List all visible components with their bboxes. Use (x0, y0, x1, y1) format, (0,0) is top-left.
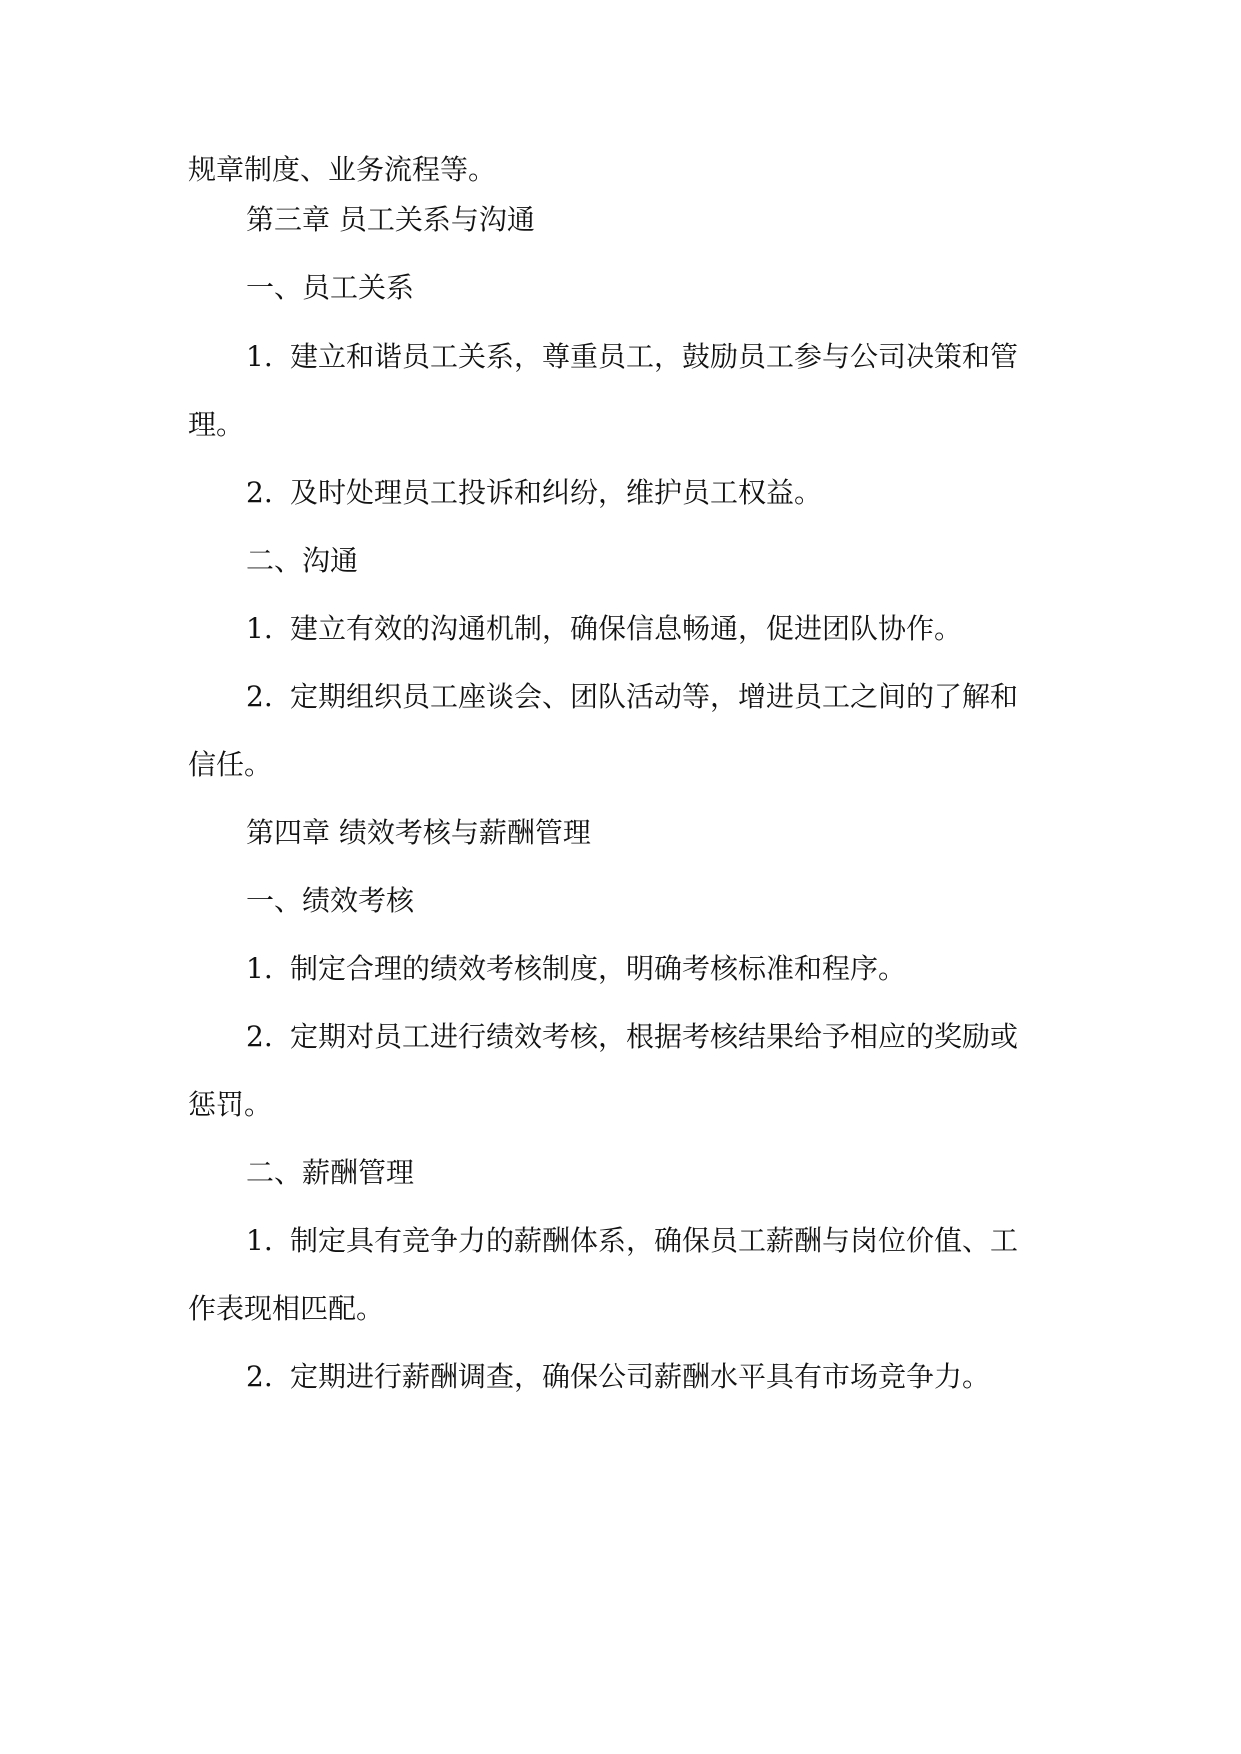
list-item (0, 677, 1241, 717)
list-item-continuation (0, 745, 1241, 785)
list-number: 2. (246, 1360, 273, 1393)
list-item (0, 337, 1241, 377)
chapter-heading-4 (0, 813, 1241, 853)
list-item-text: 建立和谐员工关系，尊重员工，鼓励员工参与公司决策和管 (290, 340, 1019, 373)
heading-text: 一、员工关系 (246, 271, 415, 304)
heading-text: 第三章 员工关系与沟通 (246, 203, 535, 236)
list-number: 1. (246, 340, 273, 373)
list-item-continuation (0, 405, 1241, 445)
section-heading-employee-relations (0, 268, 1241, 308)
section-heading-performance (0, 881, 1241, 921)
list-number: 2. (246, 680, 273, 713)
section-heading-compensation (0, 1153, 1241, 1193)
list-number: 2. (246, 476, 273, 509)
paragraph-continuation (0, 150, 1241, 190)
list-item-text: 惩罚。 (188, 1088, 273, 1121)
list-item (0, 473, 1241, 513)
list-item-text: 定期进行薪酬调查，确保公司薪酬水平具有市场竞争力。 (290, 1360, 991, 1393)
list-item (0, 609, 1241, 649)
list-item-text: 理。 (188, 408, 245, 441)
list-item-text: 建立有效的沟通机制，确保信息畅通，促进团队协作。 (290, 612, 963, 645)
list-item-continuation (0, 1085, 1241, 1125)
chapter-heading-3 (0, 200, 1241, 240)
list-item-continuation (0, 1289, 1241, 1329)
list-item-text: 及时处理员工投诉和纠纷，维护员工权益。 (290, 476, 823, 509)
list-item (0, 949, 1241, 989)
list-number: 1. (246, 952, 273, 985)
list-item (0, 1017, 1241, 1057)
heading-text: 第四章 绩效考核与薪酬管理 (246, 816, 591, 849)
list-item-text: 定期组织员工座谈会、团队活动等，增进员工之间的了解和 (290, 680, 1019, 713)
list-item-text: 作表现相匹配。 (188, 1292, 385, 1325)
heading-text: 二、沟通 (246, 544, 359, 577)
list-number: 2. (246, 1020, 273, 1053)
list-item (0, 1357, 1241, 1397)
section-heading-communication (0, 541, 1241, 581)
list-item (0, 1221, 1241, 1261)
paragraph-text: 规章制度、业务流程等。 (188, 153, 497, 186)
heading-text: 二、薪酬管理 (246, 1156, 415, 1189)
heading-text: 一、绩效考核 (246, 884, 415, 917)
list-item-text: 制定具有竞争力的薪酬体系，确保员工薪酬与岗位价值、工 (290, 1224, 1019, 1257)
list-item-text: 信任。 (188, 748, 273, 781)
list-number: 1. (246, 1224, 273, 1257)
list-number: 1. (246, 612, 273, 645)
list-item-text: 制定合理的绩效考核制度，明确考核标准和程序。 (290, 952, 907, 985)
list-item-text: 定期对员工进行绩效考核，根据考核结果给予相应的奖励或 (290, 1020, 1019, 1053)
